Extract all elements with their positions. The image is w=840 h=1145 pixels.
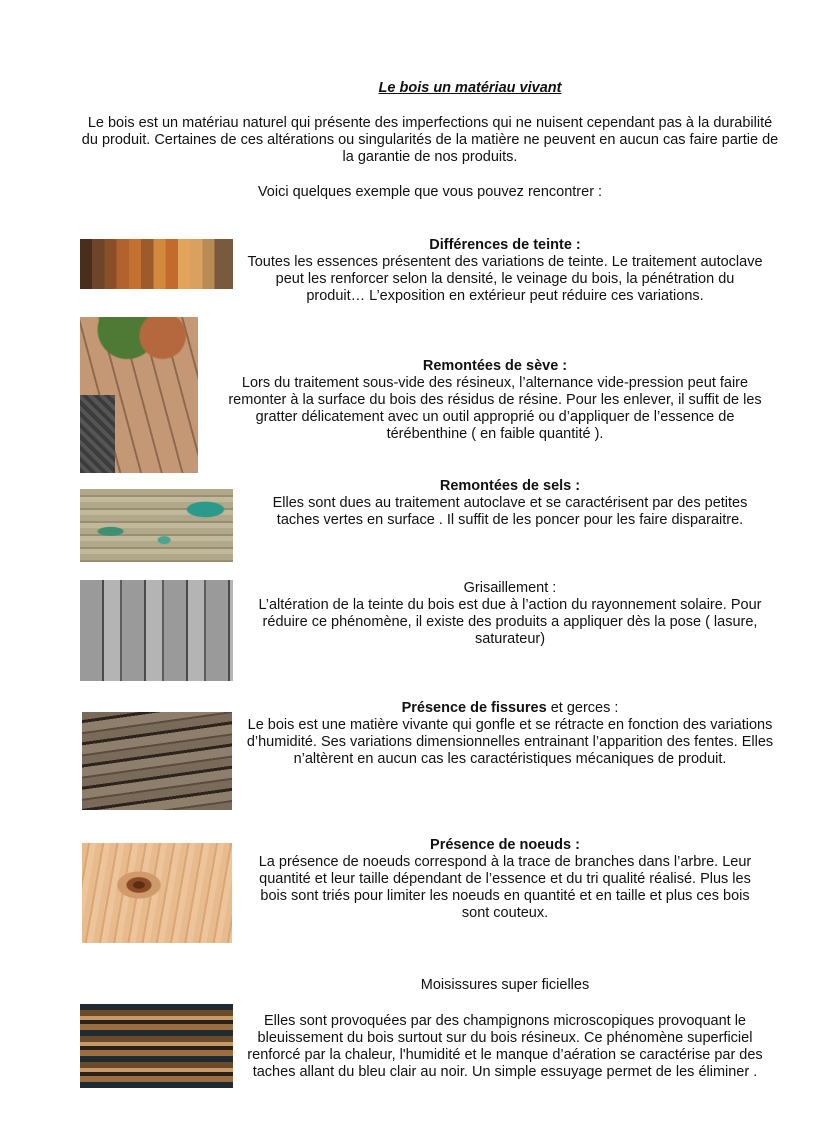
section-graying — [245, 580, 775, 648]
section-text: Elles sont provoquées par des champignons microscopiques provoquant le bleuissement du bois surtout sur du bois résineux. Ce phénomène superficiel renforcé par la chaleur, l'humidité et le manque d’aération se caractérise par des taches allant du bleu clair au noir. Un simple essuyage permet de les éliminer . — [247, 1013, 763, 1080]
color-variation-image — [80, 239, 233, 289]
section-mold — [245, 1013, 765, 1081]
section-knots — [245, 837, 765, 922]
section-text: L’altération de la teinte du bois est due à l’action du rayonnement solaire. Pour réduire ce phénomène, il existe des produits a appliquer dès la pose ( lasure, saturateur) — [258, 597, 762, 647]
section-heading: Présence de noeuds : — [430, 837, 580, 853]
section-salt-stains — [255, 478, 765, 529]
section-heading: Grisaillement : — [463, 580, 557, 596]
section-heading: Différences de teinte : — [429, 237, 581, 253]
section-heading-bold: Présence de fissures — [401, 700, 547, 716]
section-heading: Remontées de sève : — [422, 358, 568, 374]
page-title: Le bois un matériau vivant — [378, 80, 562, 96]
section-text: Elles sont dues au traitement autoclave et se caractérisent par des petites taches vertes en surface . Il suffit de les poncer pour les faire disparaitre. — [272, 495, 748, 528]
mold-image — [80, 1004, 233, 1088]
section-mold-heading — [245, 977, 765, 994]
section-heading: Remontées de sels : — [439, 478, 581, 494]
section-color-variation — [245, 237, 765, 305]
graying-image — [80, 580, 233, 681]
intro-paragraph: Le bois est un matériau naturel qui présente des imperfections qui ne nuisent cependant pas à la durabilité du produit. Certaines de ces altérations ou singularités de la matière ne peuvent en aucun cas faire partie de la garantie de nos produits. — [81, 115, 779, 165]
knots-image — [82, 843, 232, 943]
section-heading: Moisissures super ficielles — [420, 977, 590, 993]
section-heading-tail: et gerces : — [546, 700, 619, 716]
section-text: Toutes les essences présentent des variations de teinte. Le traitement autoclave peut les renforcer selon la densité, le veinage du bois, la pénétration du produit… L’exposition en extérieur peut réduire ces variations. — [247, 254, 763, 304]
section-text: Le bois est une matière vivante qui gonfle et se rétracte en fonction des variations d’humidité. Ses variations dimensionnelles entrainant l’apparition des fentes. Elles n’altèrent en aucun cas les caractéristiques mécaniques de produit. — [246, 717, 774, 767]
section-cracks — [245, 700, 775, 768]
section-sap-resin — [220, 358, 770, 443]
examples-intro: Voici quelques exemple que vous pouvez rencontrer : — [257, 184, 603, 200]
sap-resin-image — [80, 317, 198, 473]
cracks-image — [82, 712, 232, 810]
section-heading — [245, 700, 775, 717]
section-text: Lors du traitement sous-vide des résineux, l’alternance vide-pression peut faire remonter à la surface du bois des résidus de résine. Pour les enlever, il suffit de les gratter délicatement avec un outil approprié ou d’appliquer de l’essence de térébenthine ( en faible quantité ). — [228, 375, 762, 442]
salt-stains-image — [80, 489, 233, 562]
section-text: La présence de noeuds correspond à la trace de branches dans l’arbre. Leur quantité et leur taille dépendant de l’essence et du tri qualité réalisé. Plus les bois sont triés pour limiter les noeuds en quantité et en taille et plus ces bois sont couteux. — [258, 854, 752, 921]
